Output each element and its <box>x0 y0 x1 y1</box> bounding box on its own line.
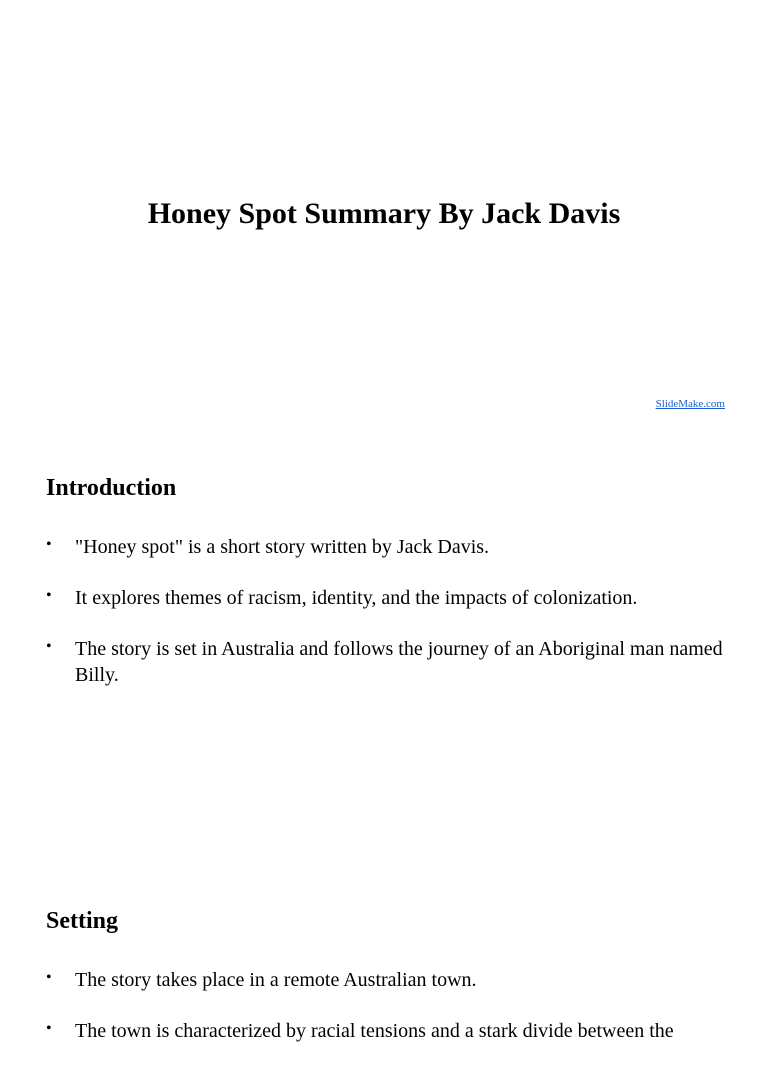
list-item <box>46 534 726 560</box>
bullet-icon: • <box>46 638 52 655</box>
bullet-text: The story takes place in a remote Australian town. <box>75 969 477 991</box>
bullet-text: "Honey spot" is a short story written by Jack Davis. <box>75 536 490 558</box>
bullet-text: It explores themes of racism, identity, and the impacts of colonization. <box>75 587 638 609</box>
bullet-icon: • <box>46 536 52 553</box>
bullet-icon: • <box>46 1020 52 1037</box>
bullet-text: The town is characterized by racial tensions and a stark divide between the <box>75 1020 674 1042</box>
introduction-bullet-list <box>46 534 726 713</box>
section-heading-setting: Setting <box>46 908 118 934</box>
list-item <box>46 967 726 993</box>
page-title: Honey Spot Summary By Jack Davis <box>147 197 621 230</box>
list-item <box>46 1018 726 1044</box>
bullet-icon: • <box>46 587 52 604</box>
list-item <box>46 585 726 611</box>
section-heading-introduction: Introduction <box>46 475 177 501</box>
bullet-icon: • <box>46 969 52 986</box>
setting-bullet-list <box>46 967 726 1069</box>
bullet-text: The story is set in Australia and follows the journey of an Aboriginal man named Billy. <box>75 638 723 686</box>
list-item <box>46 636 726 688</box>
slidemake-link[interactable]: SlideMake.com <box>655 398 725 410</box>
